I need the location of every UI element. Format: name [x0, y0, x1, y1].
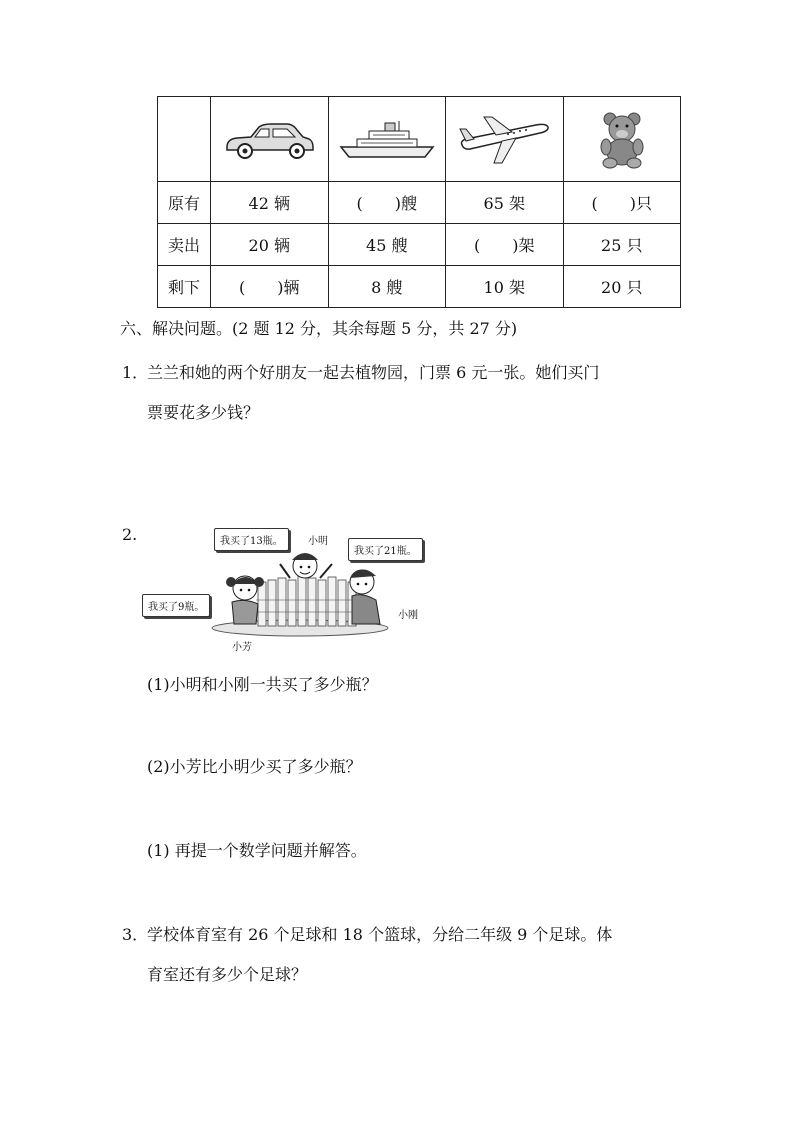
table-cell: 20 辆 — [211, 224, 329, 266]
table-row-sold — [158, 224, 681, 266]
airplane-cell — [446, 97, 564, 182]
table-cell: 25 只 — [563, 224, 681, 266]
q2-sub3: (1) 再提一个数学问题并解答。 — [147, 841, 367, 860]
table-row-original — [158, 182, 681, 224]
speech-bubble-xiaofang: 我买了9瓶。 — [142, 594, 210, 617]
table-cell: ( )架 — [446, 224, 564, 266]
table-cell: 42 辆 — [211, 182, 329, 224]
q3-number: 3． — [122, 925, 149, 944]
table-cell: ( )只 — [563, 182, 681, 224]
teddy-bear-icon — [594, 109, 650, 169]
airplane-icon — [456, 111, 552, 167]
table-image-row — [158, 97, 681, 182]
row-label: 原有 — [158, 182, 211, 224]
q1-text-line2: 票要花多少钱？ — [147, 403, 260, 422]
label-xiaoming: 小明 — [308, 536, 328, 547]
car-cell — [211, 97, 329, 182]
inventory-table — [157, 96, 681, 308]
q2-number: 2. — [122, 525, 138, 544]
table-row-remaining — [158, 266, 681, 308]
speech-bubble-xiaoming: 我买了13瓶。 — [214, 528, 289, 551]
q2-illustration — [140, 520, 460, 655]
q2-sub1: (1)小明和小刚一共买了多少瓶？ — [147, 675, 378, 694]
q3-text-line2: 育室还有多少个足球？ — [147, 965, 308, 984]
q3-text-line1: 学校体育室有 26 个足球和 18 个篮球，分给二年级 9 个足球。体 — [147, 925, 613, 944]
table-cell: ( )辆 — [211, 266, 329, 308]
ship-cell — [328, 97, 446, 182]
teddy-bear-cell — [563, 97, 681, 182]
table-cell: ( )艘 — [328, 182, 446, 224]
table-cell: 10 架 — [446, 266, 564, 308]
label-xiaofang: 小芳 — [232, 642, 252, 653]
q1-number: 1． — [122, 363, 149, 382]
car-icon — [221, 117, 317, 161]
table-corner-cell — [158, 97, 211, 182]
row-label: 剩下 — [158, 266, 211, 308]
table-cell: 8 艘 — [328, 266, 446, 308]
speech-bubble-xiaogang: 我买了21瓶。 — [348, 538, 423, 561]
row-label: 卖出 — [158, 224, 211, 266]
table-cell: 20 只 — [563, 266, 681, 308]
q2-sub2: (2)小芳比小明少买了多少瓶？ — [147, 757, 362, 776]
label-xiaogang: 小刚 — [398, 610, 418, 621]
q1-text-line1: 兰兰和她的两个好朋友一起去植物园，门票 6 元一张。她们买门 — [147, 363, 600, 382]
table-cell: 45 艘 — [328, 224, 446, 266]
section-title: 六、解决问题。(2 题 12 分，其余每题 5 分，共 27 分) — [120, 319, 518, 338]
ship-icon — [337, 117, 437, 161]
table-cell: 65 架 — [446, 182, 564, 224]
